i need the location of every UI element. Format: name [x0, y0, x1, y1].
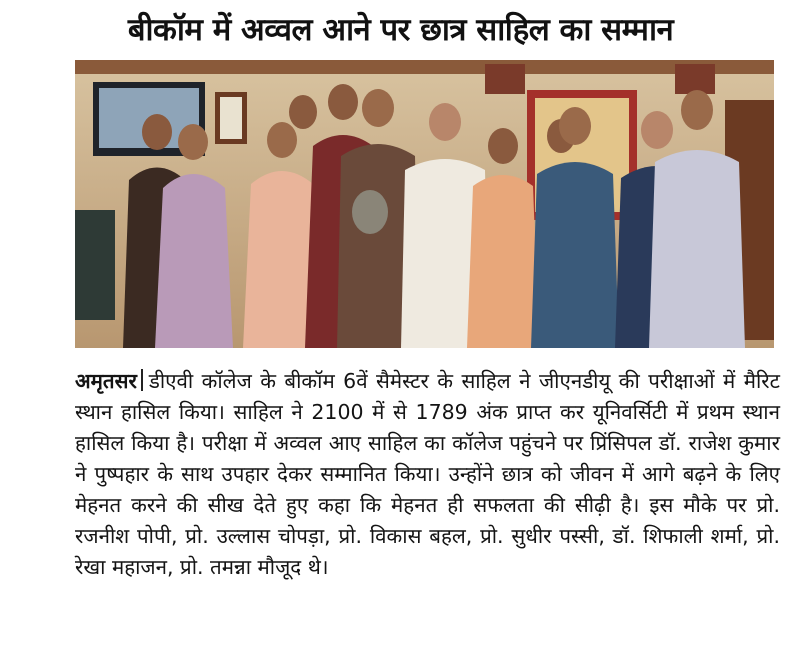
group-photo [75, 60, 774, 348]
dateline: अमृतसर [75, 369, 137, 393]
dateline-divider [141, 369, 143, 391]
group-photo-icon [75, 60, 774, 348]
article-text: डीएवी कॉलेज के बीकॉम 6वें सैमेस्टर के साहिल ने जीएनडीयू की परीक्षाओं में मैरिट स्थान हासिल किया। साहिल ने 2100 में से 1789 अंक प्राप्त कर यूनिवर्सिटी में प्रथम स्थान हासिल किया है। परीक्षा में अव्वल आए साहिल का कॉलेज पहुंचने पर प्रिंसिपल डॉ. राजेश कुमार ने पुष्पहार के साथ उपहार देकर सम्मानित किया। उन्होंने छात्र को जीवन में आगे बढ़ने के लिए मेहनत करने की सीख देते हुए कहा कि मेहनत ही सफलता की सीढ़ी है। इस मौके पर प्रो. रजनीश पोपी, प्रो. उल्लास चोपड़ा, प्रो. विकास बहल, प्रो. सुधीर पस्सी, डॉ. शिफाली शर्मा, प्रो. रेखा महाजन, प्रो. तमन्ना मौजूद थे। [75, 369, 780, 579]
headline: बीकॉम में अव्वल आने पर छात्र साहिल का सम्मान [127, 12, 674, 48]
article-body [75, 366, 780, 583]
